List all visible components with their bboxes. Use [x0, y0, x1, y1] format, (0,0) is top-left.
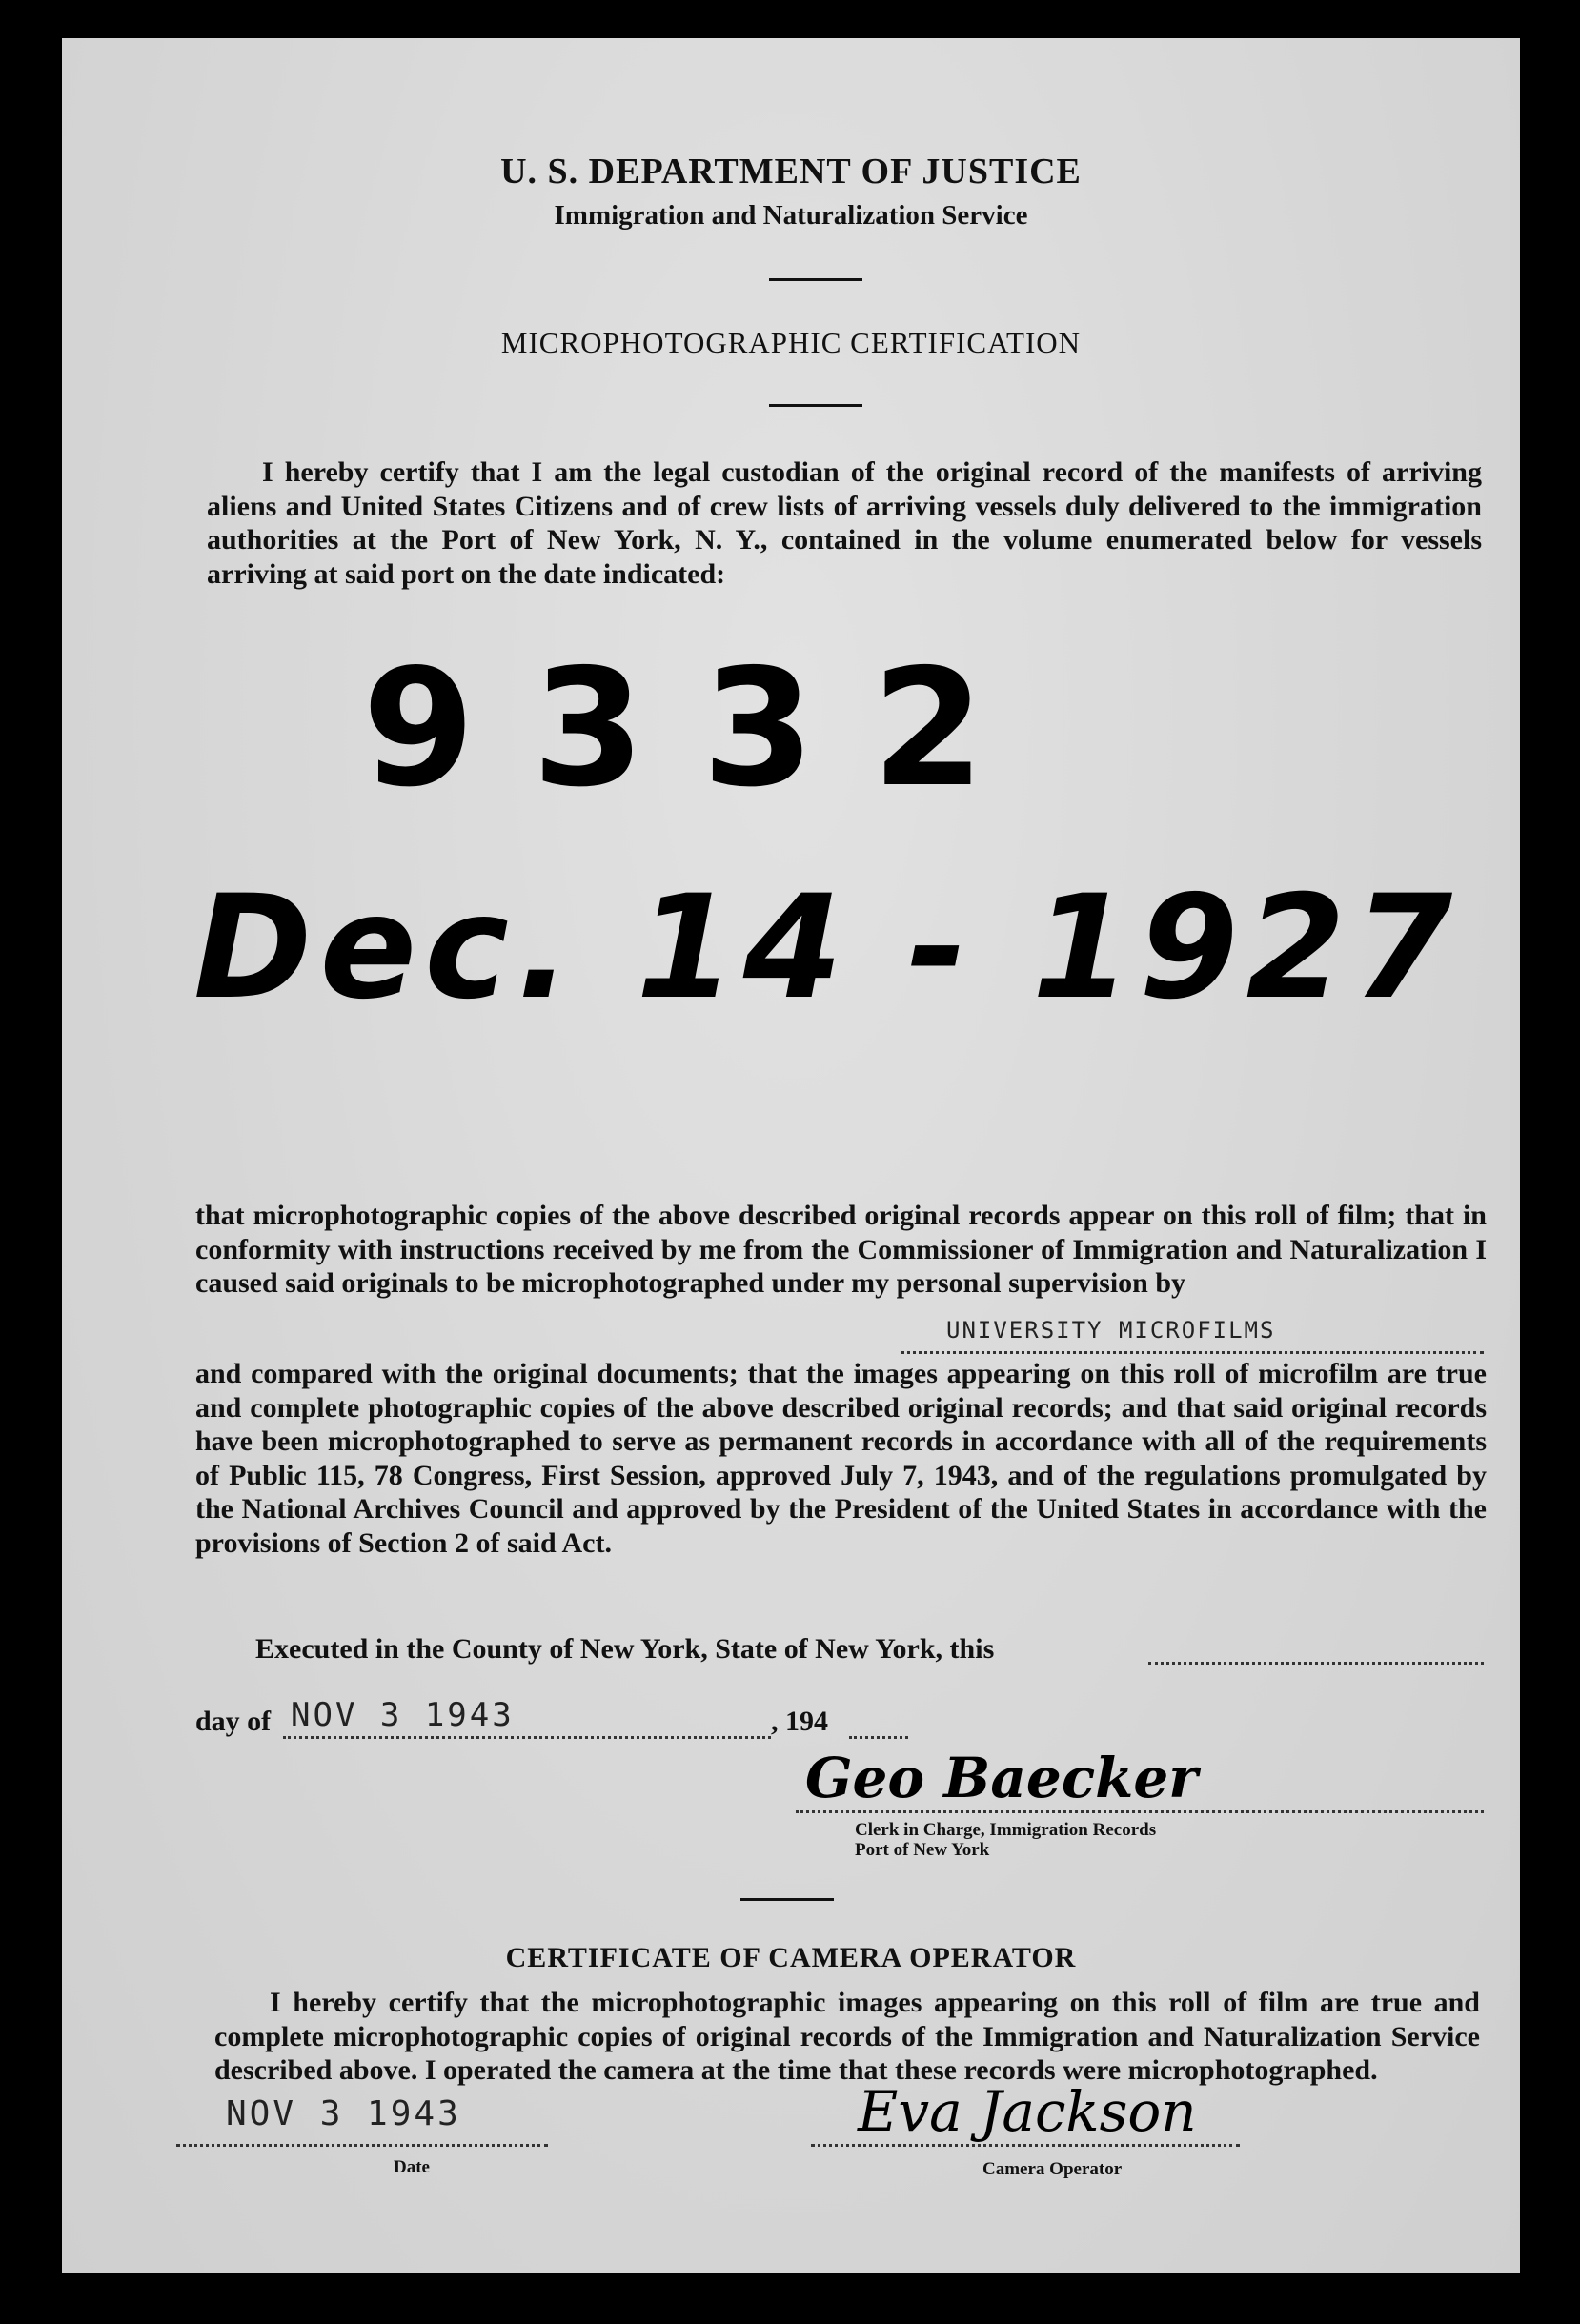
executed-date-stamp: NOV 3 1943 [291, 1696, 515, 1734]
operator-certificate-title: CERTIFICATE OF CAMERA OPERATOR [505, 1942, 1077, 1973]
clerk-title [855, 1820, 1156, 1860]
body-paragraph-part2 [195, 1357, 1487, 1560]
department-heading: U. S. DEPARTMENT OF JUSTICE [500, 152, 1082, 192]
executed-line: Executed in the County of New York, State of New York, this [255, 1633, 995, 1665]
operator-date-line [176, 2144, 548, 2147]
year-prefix: , 194 [771, 1706, 828, 1737]
handwritten-date: Dec. 14 - 1927 [193, 865, 1461, 1031]
body-paragraph-part1-text: that microphotographic copies of the above described original records appear on this roll of film; that in conformity with instructions received by me from the Commissioner of Immigration and Naturalization I caused said originals to be microphotographed under my personal supervision by [195, 1200, 1487, 1299]
operator-paragraph-text: I hereby certify that the microphotographic images appearing on this roll of film are true and complete microphotographic copies of original records of the Immigration and Naturalization Service described above. I operated the camera at the time that these records were microphotographed. [214, 1987, 1480, 2086]
operator-signature-line [811, 2144, 1240, 2147]
executed-day-blank [1148, 1662, 1484, 1665]
microfilm-company-line [901, 1351, 1484, 1354]
clerk-title-line1: Clerk in Charge, Immigration Records [855, 1820, 1157, 1840]
divider-second [769, 404, 862, 407]
day-of-label: day of [195, 1706, 272, 1737]
body-paragraph-part2-text: and compared with the original documents; that the images appearing on this roll of microfilm are true and complete photographic copies of the above described original records; and that said original records have been microphotographed to serve as permanent records in accordance with all of the requirements of Public 115, 78 Congress, First Session, approved July 7, 1943, and of the regulations promulgated by the National Archives Council and approved by the President of the United States in accordance with the provisions of Section 2 of said Act. [195, 1358, 1487, 1559]
clerk-title-line2: Port of New York [855, 1840, 990, 1860]
microfilm-company-stamp: UNIVERSITY MICROFILMS [946, 1317, 1276, 1344]
camera-operator-label: Camera Operator [982, 2159, 1123, 2179]
operator-signature: Eva Jackson [858, 2079, 1197, 2144]
clerk-signature-line [796, 1810, 1484, 1813]
certificate-page [62, 38, 1520, 2273]
intro-paragraph [207, 455, 1482, 591]
certification-title: MICROPHOTOGRAPHIC CERTIFICATION [500, 326, 1082, 359]
service-subheading: Immigration and Naturalization Service [554, 200, 1028, 231]
operator-paragraph [214, 1986, 1480, 2088]
day-of-blank [283, 1736, 771, 1739]
year-blank [849, 1736, 908, 1739]
operator-date-stamp: NOV 3 1943 [226, 2094, 461, 2133]
intro-paragraph-text: I hereby certify that I am the legal custodian of the original record of the manifests of arriving aliens and United States Citizens and of crew lists of arriving vessels duly delivered to the immigration authorities at the Port of New York, N. Y., contained in the volume enumerated below for vessels arriving at said port on the date indicated: [207, 456, 1482, 590]
clerk-signature: Geo Baecker [805, 1746, 1198, 1810]
date-label: Date [394, 2157, 430, 2177]
divider-top [769, 278, 862, 281]
body-paragraph-part1 [195, 1199, 1487, 1301]
handwritten-volume-number: 9332 [362, 635, 1043, 823]
divider-operator [740, 1898, 834, 1901]
